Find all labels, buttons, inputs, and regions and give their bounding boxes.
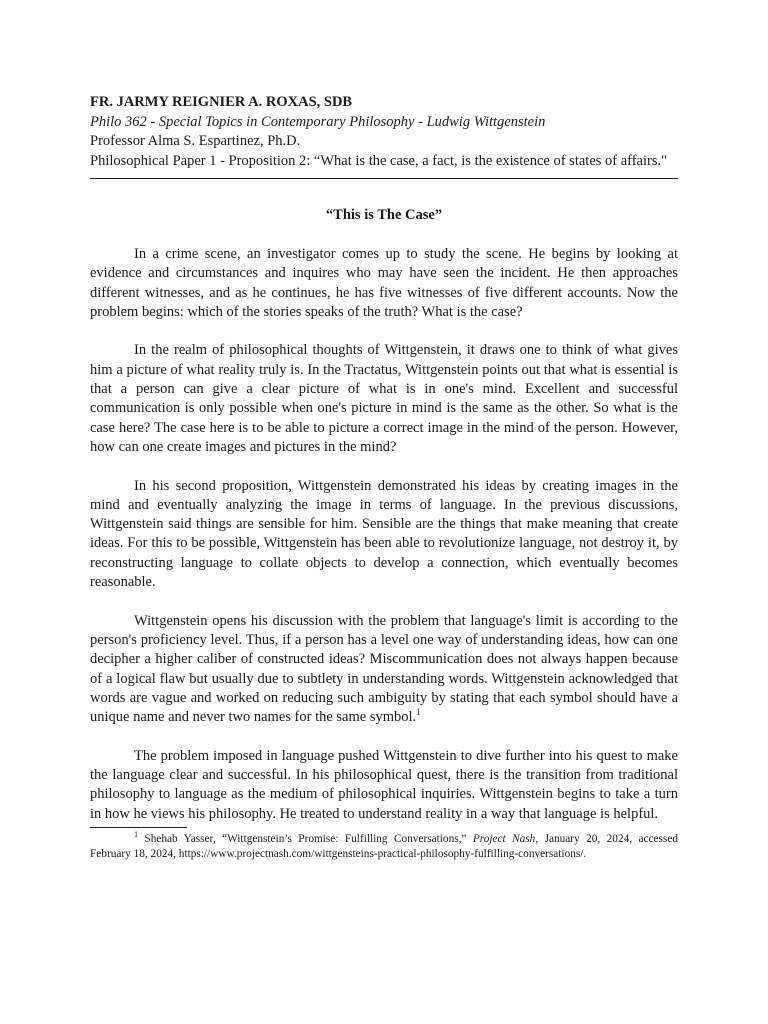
paragraph: The problem imposed in language pushed Wittgenstein to dive further into his quest to make the language clear and successful. In his philosophical quest, there is the transition from traditional philosophy to language as the medium of philosophical inquiries. Wittgenstein begins to take a turn in how he views his philosophy. He treated to understand reality in a way that language is helpful. <box>90 747 678 822</box>
paragraph: In the realm of philosophical thoughts of Wittgenstein, it draws one to think of what gives him a picture of what reality truly is. In the Tractatus, Wittgenstein points out that what is essential is that a person can give a clear picture of what is in one's mind. Excellent and successful communication is only possible when one's picture in mind is the same as the other. So what is the case here? The case here is to be able to picture a correct image in the mind of the person. However, how can one create images and pictures in the mind? <box>90 342 678 455</box>
essay-title: “This is The Case” <box>325 207 443 223</box>
paragraph <box>90 612 678 728</box>
paragraph-text: Wittgenstein opens his discussion with the problem that language's limit is according to the person's proficiency level. Thus, if a person has a level one way of understanding ideas, how can one decipher a higher caliber of constructed ideas? Miscommunication does not always happen because of a logical flaw but usually due to subtlety in understanding words. Wittgenstein acknowledged that words are vague and worked on reducing such ambiguity by stating that each symbol should have a unique name and never two names for the same symbol. <box>90 612 678 726</box>
paper-description: Philosophical Paper 1 - Proposition 2: “What is the case, a fact, is the existence of states of affairs." <box>90 152 668 169</box>
professor-name: Professor Alma S. Espartinez, Ph.D. <box>90 133 301 149</box>
footnote-reference[interactable]: 1 <box>416 707 421 718</box>
author-name: FR. JARMY REIGNIER A. ROXAS, SDB <box>90 94 353 110</box>
paragraph: In a crime scene, an investigator comes up to study the scene. He begins by looking at evidence and circumstances and inquires who may have seen the incident. He then approaches different witnesses, and as he continues, he has five witnesses of five different accounts. Now the problem begins: which of the stories speaks of the truth? What is the case? <box>90 246 678 320</box>
paragraph: In his second proposition, Wittgenstein demonstrated his ideas by creating images in the mind and eventually analyzing the image in terms of language. In the previous discussions, Wittgenstein said things are sensible for him. Sensible are the things that make meaning that create ideas. For this to be possible, Wittgenstein has been able to revolutionize language, not destroy it, by reconstructing language to collate objects to develop a connection, which eventually becomes reasonable. <box>90 477 678 591</box>
footnote-source-title: Project Nash <box>472 832 536 845</box>
footnote-number: 1 <box>134 830 138 840</box>
footnote <box>90 832 678 862</box>
header-divider <box>90 178 678 179</box>
footnote-text-end: , January 20, 2024, accessed February 18, 2024, https://www.projectnash.com/wittgensteins-practical-philosophy-fulfilling-conversations/. <box>90 832 678 860</box>
footnote-text-start: Shehab Yasser, “Wittgenstein’s Promise: Fulfilling Conversations,” <box>144 832 473 845</box>
course-title: Philo 362 - Special Topics in Contemporary Philosophy - Ludwig Wittgenstein <box>90 113 546 130</box>
document-page <box>90 93 678 862</box>
footnote-divider <box>90 827 187 828</box>
essay-body <box>90 245 678 824</box>
